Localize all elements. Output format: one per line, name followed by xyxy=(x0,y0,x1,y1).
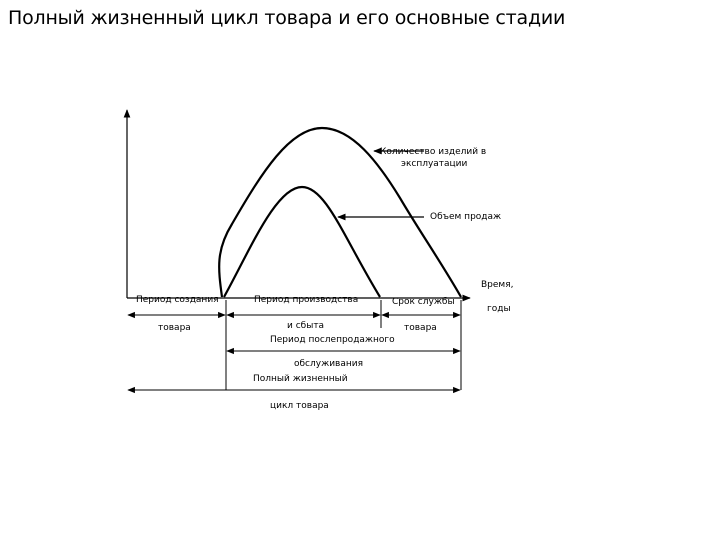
quantity-label-line1: Количество изделий в xyxy=(380,147,487,157)
quantity-label-line2: эксплуатации xyxy=(401,159,468,169)
sales-volume-curve xyxy=(224,187,380,297)
production-period-label-line2: и сбыта xyxy=(287,321,325,331)
time-axis-label-line1: Время, xyxy=(481,280,514,290)
postsale-period-label-line1: Период послепродажного xyxy=(270,335,395,345)
production-period-label-line1: Период производства xyxy=(254,295,359,305)
sales-label: Объем продаж xyxy=(430,212,502,222)
full-cycle-label-line2: цикл товара xyxy=(270,401,329,411)
service-life-label-line2: товара xyxy=(404,323,437,333)
creation-period-label-line1: Период создания xyxy=(136,295,219,305)
full-cycle-label-line1: Полный жизненный xyxy=(253,374,348,384)
page-title: Полный жизненный цикл товара и его основные стадии xyxy=(8,7,566,29)
creation-period-label-line2: товара xyxy=(158,323,191,333)
service-life-label-line1: Срок службы xyxy=(392,297,455,307)
time-axis-label-line2: годы xyxy=(487,304,511,314)
postsale-period-label-line2: обслуживания xyxy=(294,359,364,369)
